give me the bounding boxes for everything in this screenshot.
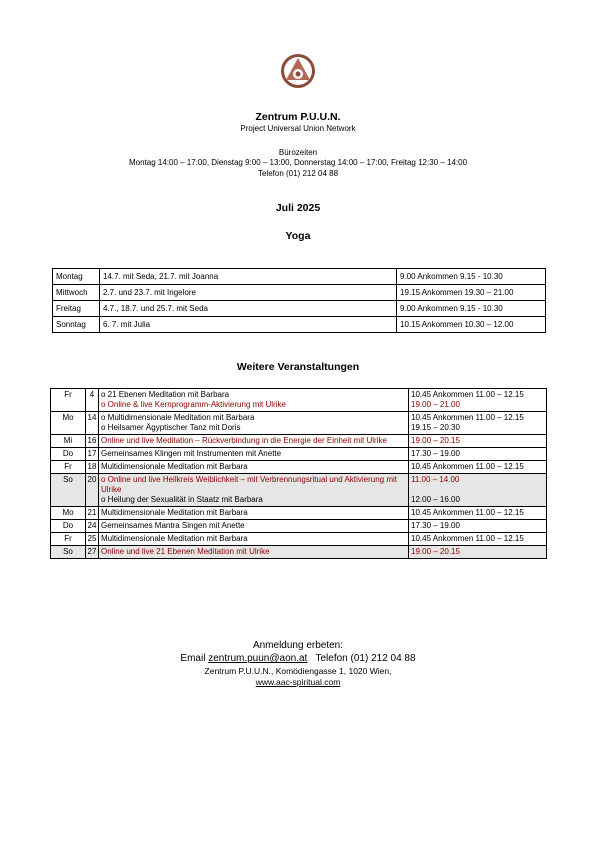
table-row (53, 285, 546, 301)
office-phone: Telefon (01) 212 04 88 (257, 169, 339, 178)
yoga-day: Sonntag (53, 317, 100, 333)
table-row (51, 412, 547, 435)
event-date: 4 (86, 389, 99, 412)
event-time-line: 19.15 – 20.30 (411, 423, 460, 432)
event-weekday: Mi (51, 435, 86, 448)
event-date: 17 (86, 448, 99, 461)
event-time: 19.00 – 20.15 (409, 546, 547, 559)
event-weekday: So (51, 546, 86, 559)
contact-phone: Telefon (01) 212 04 88 (307, 653, 416, 664)
address: Zentrum P.U.U.N., Komödiengasse 1, 1020 Wien, (204, 666, 392, 676)
event-title: o Online und live Heilkreis Weiblichkeit – mit Verbrennungsritual und Aktivierung mit Ulrike (101, 475, 397, 494)
table-row (53, 269, 546, 285)
event-title: o 21 Ebenen Meditation mit Barbara (101, 390, 230, 399)
event-time: 17.30 – 19.00 (409, 448, 547, 461)
event-time: 10.45 Ankommen 11.00 – 12.15 (409, 461, 547, 474)
event-title: o Online & live Kernprogramm-Aktivierung mit Ulrike (101, 400, 286, 409)
event-time-line: 10.45 Ankommen 11.00 – 12.15 (411, 413, 524, 422)
event-title: o Heilung der Sexualität in Staatz mit Barbara (101, 495, 263, 504)
event-weekday: Mo (51, 412, 86, 435)
yoga-teacher: 4.7., 18.7. und 25.7. mit Seda (100, 301, 397, 317)
yoga-time: 10.15 Ankommen 10.30 – 12.00 (397, 317, 546, 333)
event-description: Online und live Meditation – Rückverbindung in die Energie der Einheit mit Ulrike (99, 435, 409, 448)
yoga-heading: Yoga (285, 230, 311, 242)
event-weekday: Fr (51, 461, 86, 474)
event-time: 19.00 – 20.15 (409, 435, 547, 448)
event-weekday: Fr (51, 389, 86, 412)
table-row (51, 435, 547, 448)
event-title: o Multidimensionale Meditation mit Barbara (101, 413, 255, 422)
event-weekday: Fr (51, 533, 86, 546)
event-title: o Heilsamer Ägyptischer Tanz mit Doris (101, 423, 241, 432)
event-weekday: Do (51, 448, 86, 461)
table-row (51, 533, 547, 546)
email-link[interactable]: zentrum.puun@aon.at (208, 653, 308, 664)
center-title: Zentrum P.U.U.N. (255, 111, 341, 123)
event-time-line: 19.00 – 21.00 (411, 400, 460, 409)
month-heading: Juli 2025 (275, 202, 321, 214)
event-date: 14 (86, 412, 99, 435)
yoga-time: 9.00 Ankommen 9.15 - 10.30 (397, 269, 546, 285)
event-time: 17.30 – 19.00 (409, 520, 547, 533)
event-time (409, 474, 547, 507)
event-description: Gemeinsames Klingen mit Instrumenten mit Anette (99, 448, 409, 461)
event-description: Multidimensionale Meditation mit Barbara (99, 533, 409, 546)
center-subtitle: Project Universal Union Network (240, 124, 356, 133)
yoga-teacher: 2.7. und 23.7. mit Ingelore (100, 285, 397, 301)
table-row (51, 474, 547, 507)
event-time: 10.45 Ankommen 11.00 – 12.15 (409, 533, 547, 546)
website-line (0, 677, 596, 687)
event-time-line: 12.00 – 16.00 (411, 495, 460, 504)
table-row (51, 448, 547, 461)
yoga-teacher: 6. 7. mit Julia (100, 317, 397, 333)
event-time-line: 11.00 – 14.00 (411, 475, 460, 484)
yoga-time: 19.15 Ankommen 19.30 – 21.00 (397, 285, 546, 301)
website-link[interactable]: www.aac-spiritual.com (255, 677, 341, 687)
event-weekday: Do (51, 520, 86, 533)
event-description: Online und live 21 Ebenen Meditation mit Ulrike (99, 546, 409, 559)
event-date: 16 (86, 435, 99, 448)
event-description: Multidimensionale Meditation mit Barbara (99, 507, 409, 520)
registration-note: Anmeldung erbeten: (252, 640, 344, 651)
office-hours-heading: Bürozeiten (278, 148, 318, 157)
email-label: Email (180, 653, 209, 664)
event-date: 25 (86, 533, 99, 546)
yoga-teacher: 14.7. mit Seda, 21.7. mit Joanna (100, 269, 397, 285)
event-description (99, 389, 409, 412)
office-hours-times: Montag 14:00 – 17:00, Dienstag 9:00 – 13:00, Donnerstag 14:00 – 17:00, Freitag 12:30 – 14:00 (128, 158, 468, 167)
yoga-day: Montag (53, 269, 100, 285)
event-description: Multidimensionale Meditation mit Barbara (99, 461, 409, 474)
events-heading: Weitere Veranstaltungen (236, 361, 360, 373)
yoga-time: 9.00 Ankommen 9.15 - 10.30 (397, 301, 546, 317)
event-date: 20 (86, 474, 99, 507)
table-row (51, 461, 547, 474)
contact-line (0, 653, 596, 664)
table-row (51, 520, 547, 533)
yoga-schedule-table (52, 268, 546, 333)
table-row (51, 389, 547, 412)
event-description (99, 474, 409, 507)
event-weekday: Mo (51, 507, 86, 520)
event-date: 21 (86, 507, 99, 520)
table-row (53, 317, 546, 333)
yoga-day: Freitag (53, 301, 100, 317)
table-row (53, 301, 546, 317)
event-date: 18 (86, 461, 99, 474)
yoga-day: Mittwoch (53, 285, 100, 301)
event-description (99, 412, 409, 435)
event-time (409, 389, 547, 412)
event-description: Gemeinsames Mantra Singen mit Anette (99, 520, 409, 533)
event-date: 24 (86, 520, 99, 533)
event-time-line: 10.45 Ankommen 11.00 – 12.15 (411, 390, 524, 399)
event-weekday: So (51, 474, 86, 507)
puun-logo-icon (280, 53, 316, 89)
table-row (51, 507, 547, 520)
event-time: 10.45 Ankommen 11.00 – 12.15 (409, 507, 547, 520)
event-time (409, 412, 547, 435)
table-row (51, 546, 547, 559)
event-date: 27 (86, 546, 99, 559)
events-schedule-table (50, 388, 547, 559)
